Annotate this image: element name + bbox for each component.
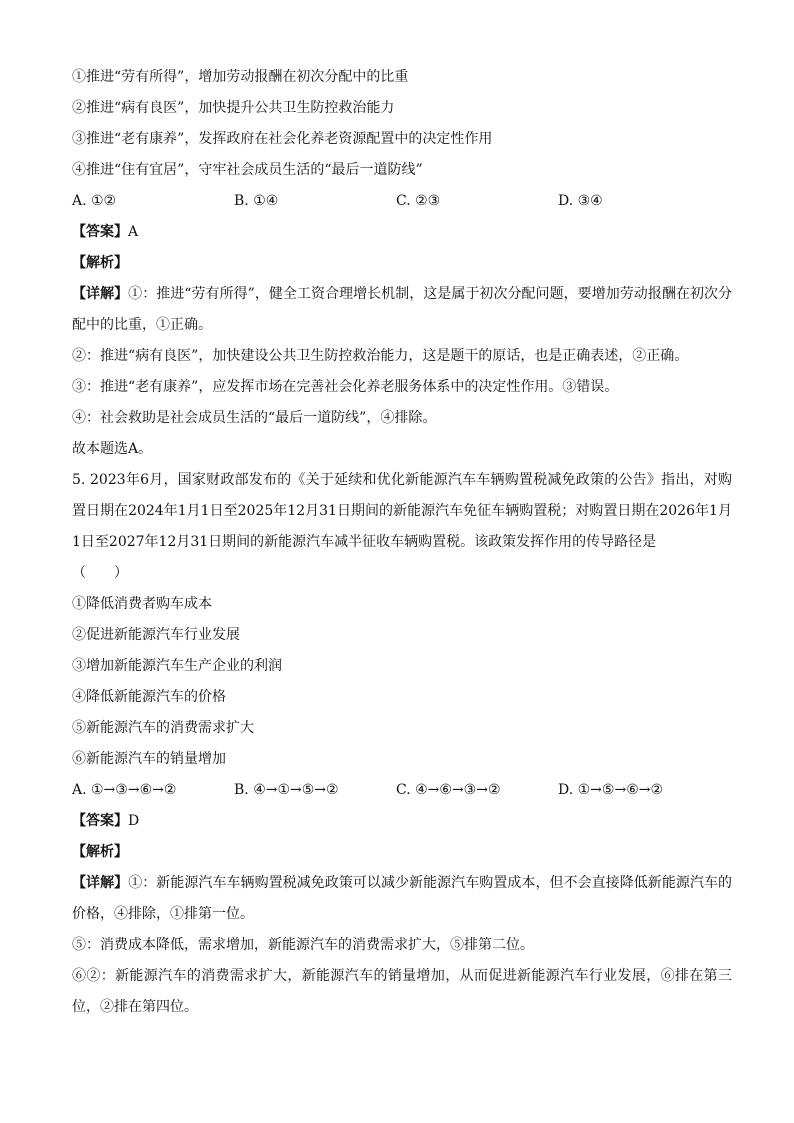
q5-statement-4: ④降低新能源汽车的价格 [72,689,226,705]
q5-statement-3: ③增加新能源汽车生产企业的利润 [72,658,282,674]
q5-blank: （ ） [72,565,128,581]
detail-text: ①：新能源汽车车辆购置税减免政策可以减少新能源汽车购置成本，但不会直接降低新能源汽车的价格，④排除，①排第一位。 [72,875,733,922]
detail-text: ①：推进“劳有所得”，健全工资合理增长机制，这是属于初次分配问题，要增加劳动报酬在初次分配中的比重，①正确。 [72,286,733,333]
q5-option-b: B. ④→①→⑤→② [234,782,339,798]
detail-tag: 【详解】 [72,875,129,891]
q4-option-b: B. ①④ [234,193,279,209]
q4-option-c: C. ②③ [396,193,441,209]
q4-statement-3: ③推进“老有康养”，发挥政府在社会化养老资源配置中的决定性作用 [72,131,493,147]
q4-detail-1 [72,279,732,341]
q4-conclusion: 故本题选A。 [72,441,153,457]
q4-detail-4: ④：社会救助是社会成员生活的“最后一道防线”，④排除。 [72,410,437,426]
analysis-tag: 【解析】 [72,255,128,271]
q5-statement-5: ⑤新能源汽车的消费需求扩大 [72,720,254,736]
analysis-tag: 【解析】 [72,844,128,860]
q4-statement-4: ④推进“住有宜居”，守牢社会成员生活的“最后一道防线” [72,162,423,178]
q4-options [72,186,732,217]
q4-statement-2: ②推进“病有良医”，加快提升公共卫生防控救治能力 [72,100,395,116]
q5-stem: 5. 2023年6月，国家财政部发布的《关于延续和优化新能源汽车车辆购置税减免政策的公告》指出，对购置日期在2024年1月1日至2025年12月31日期间的新能源汽车免征车辆购置税；对购置日期在2026年1月1日至2027年12月31日期间的新能源汽车减半征收车辆购置税。该政策发挥作用的传导路径是 [72,472,732,550]
q4-answer [72,217,732,248]
answer-value: D [128,813,140,829]
answer-tag: 【答案】 [72,224,128,240]
q5-detail-1 [72,868,732,930]
q5-statement-2: ②促进新能源汽车行业发展 [72,627,240,643]
q4-option-d: D. ③④ [558,193,603,209]
answer-value: A [128,224,139,240]
q5-options [72,775,732,806]
document-page [72,62,732,1023]
q4-detail-3: ③：推进“老有康养”，应发挥市场在完善社会化养老服务体系中的决定性作用。③错误。 [72,379,619,395]
q5-statement-6: ⑥新能源汽车的销量增加 [72,751,226,767]
q5-option-d: D. ①→⑤→⑥→② [558,782,664,798]
q4-detail-2: ②：推进“病有良医”，加快建设公共卫生防控救治能力，这是题干的原话，也是正确表述，②正确。 [72,348,689,364]
q5-detail-2: ⑤：消费成本降低，需求增加，新能源汽车的消费需求扩大，⑤排第二位。 [72,937,534,953]
answer-tag: 【答案】 [72,813,128,829]
q5-detail-3: ⑥②：新能源汽车的消费需求扩大，新能源汽车的销量增加，从而促进新能源汽车行业发展，⑥排在第三位，②排在第四位。 [72,968,732,1015]
q4-statement-1: ①推进“劳有所得”，增加劳动报酬在初次分配中的比重 [72,69,409,85]
q5-statement-1: ①降低消费者购车成本 [72,596,212,612]
q5-analysis-heading [72,837,732,868]
q4-analysis-heading [72,248,732,279]
q5-option-a: A. ①→③→⑥→② [72,782,177,798]
q4-option-a: A. ①② [72,193,117,209]
q5-option-c: C. ④→⑥→③→② [396,782,501,798]
q5-answer [72,806,732,837]
detail-tag: 【详解】 [72,286,129,302]
